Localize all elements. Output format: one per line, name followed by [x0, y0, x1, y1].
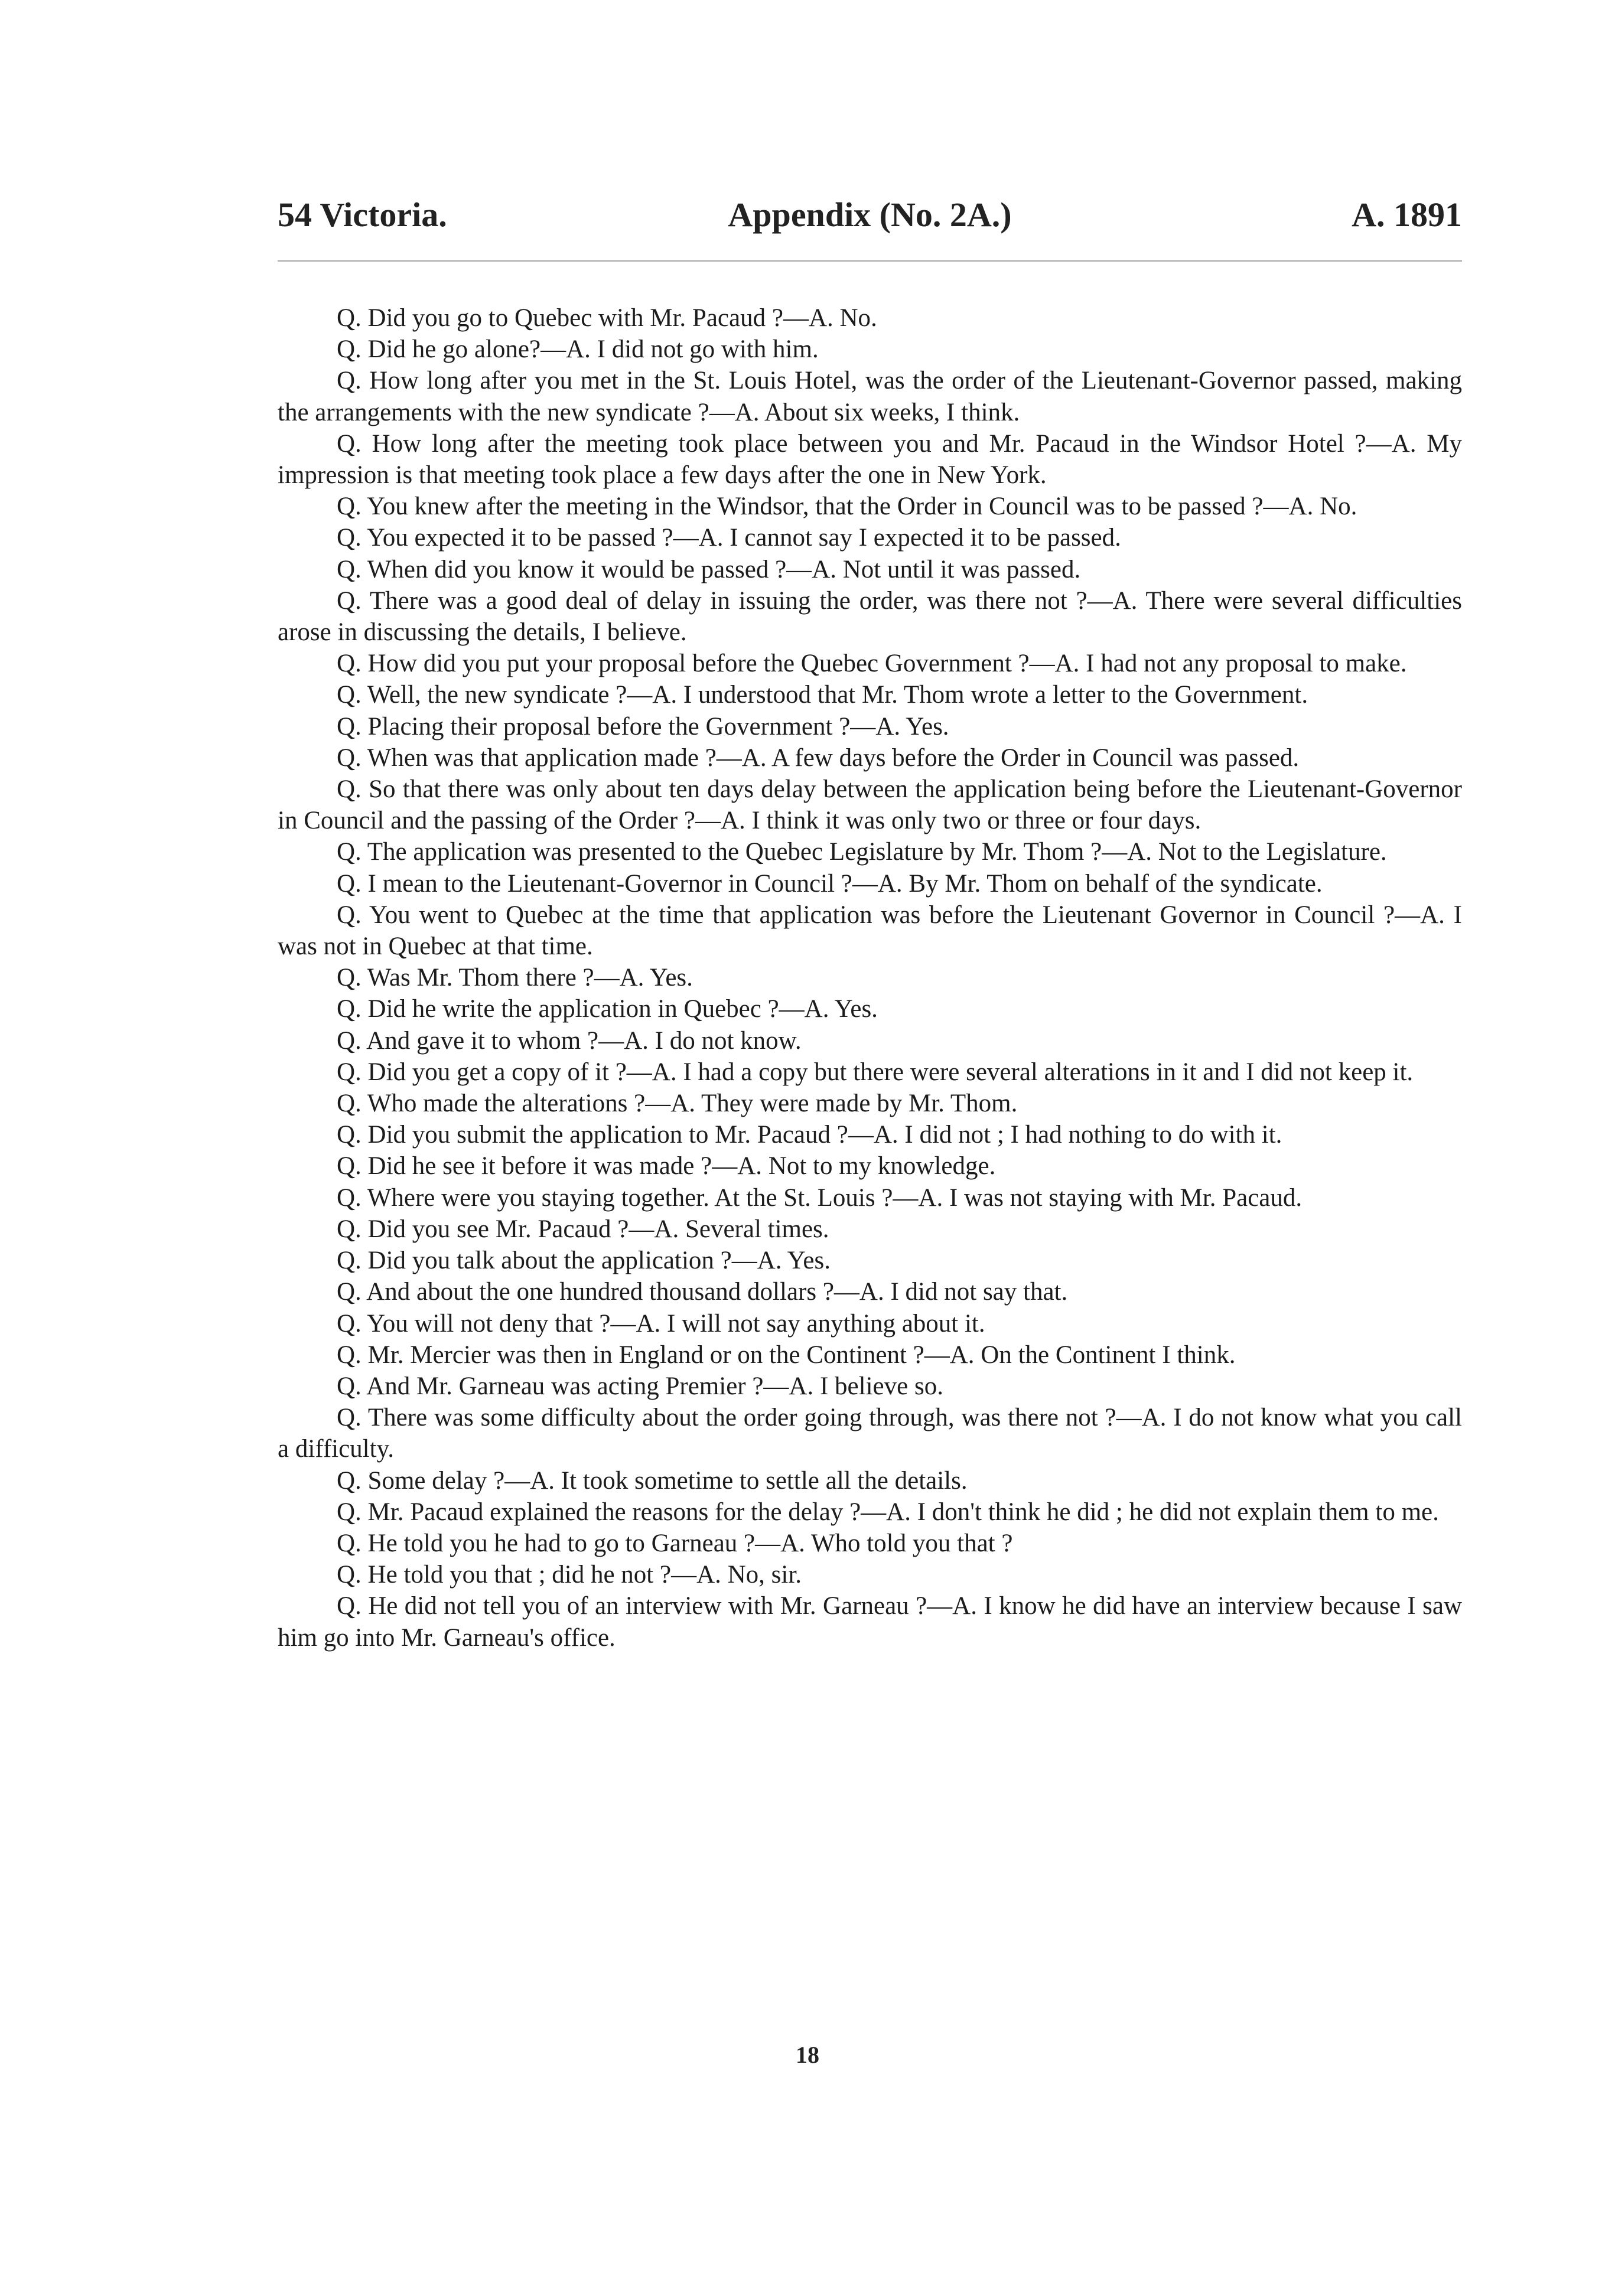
qa-paragraph: Q. How did you put your proposal before the Quebec Government ?—A. I had not any proposal to make.	[337, 650, 1407, 678]
header-rule	[278, 260, 1462, 262]
qa-paragraph: Q. And gave it to whom ?—A. I do not know.	[337, 1026, 802, 1055]
qa-paragraph: Q. Did you go to Quebec with Mr. Pacaud ?—A. No.	[337, 304, 877, 332]
qa-paragraph: Q. You knew after the meeting in the Windsor, that the Order in Council was to be passed ?—A. No.	[337, 493, 1357, 521]
qa-paragraph: Q. He told you he had to go to Garneau ?—A. Who told you that ?	[337, 1529, 1013, 1557]
qa-paragraph: Q. You will not deny that ?—A. I will not say anything about it.	[337, 1309, 985, 1338]
qa-paragraph: Q. There was a good deal of delay in issuing the order, was there not ?—A. There were several difficulties arose in discussing the details, I believe.	[278, 586, 1462, 647]
qa-paragraph: Q. You expected it to be passed ?—A. I cannot say I expected it to be passed.	[337, 524, 1121, 552]
page-number: 18	[796, 2041, 819, 2068]
qa-paragraph: Q. When did you know it would be passed ?—A. Not until it was passed.	[337, 555, 1081, 583]
qa-paragraph: Q. So that there was only about ten days delay between the application being before the Lieutenant-Governor in Council and the passing of the Order ?—A. I think it was only two or three or four days.	[278, 775, 1462, 835]
header-appendix: Appendix (No. 2A.)	[728, 195, 1012, 234]
header-year: A. 1891	[1352, 195, 1462, 234]
qa-paragraph: Q. How long after you met in the St. Louis Hotel, was the order of the Lieutenant-Governor passed, making the arrangements with the new syndicate ?—A. About six weeks, I think.	[278, 367, 1462, 426]
qa-paragraph: Q. Did you submit the application to Mr. Pacaud ?—A. I did not ; I had nothing to do with it.	[337, 1121, 1282, 1149]
qa-paragraph: Q. Did you talk about the application ?—A. Yes.	[337, 1247, 831, 1275]
qa-paragraph: Q. Was Mr. Thom there ?—A. Yes.	[337, 964, 693, 992]
qa-paragraph: Q. Placing their proposal before the Government ?—A. Yes.	[337, 712, 949, 741]
qa-paragraph: Q. Mr. Mercier was then in England or on the Continent ?—A. On the Continent I think.	[337, 1341, 1236, 1369]
qa-paragraph: Q. Where were you staying together. At the St. Louis ?—A. I was not staying with Mr. Pacaud.	[337, 1183, 1303, 1212]
qa-paragraph: Q. Did you get a copy of it ?—A. I had a copy but there were several alterations in it and I did not keep it.	[337, 1058, 1414, 1086]
qa-paragraph: Q. And Mr. Garneau was acting Premier ?—A. I believe so.	[337, 1372, 943, 1400]
qa-paragraph: Q. Who made the alterations ?—A. They were made by Mr. Thom.	[337, 1090, 1018, 1118]
qa-paragraph: Q. I mean to the Lieutenant-Governor in Council ?—A. By Mr. Thom on behalf of the syndicate.	[337, 869, 1323, 898]
running-header	[278, 195, 1462, 242]
qa-paragraph: Q. Did he write the application in Quebec ?—A. Yes.	[337, 995, 878, 1023]
qa-paragraph: Q. Did he go alone?—A. I did not go with him.	[337, 335, 819, 364]
qa-paragraph: Q. Did he see it before it was made ?—A. Not to my knowledge.	[337, 1152, 996, 1180]
qa-paragraph: Q. There was some difficulty about the order going through, was there not ?—A. I do not know what you call a difficulty.	[278, 1404, 1462, 1463]
qa-paragraph: Q. When was that application made ?—A. A few days before the Order in Council was passed.	[337, 743, 1300, 772]
testimony-body	[278, 302, 1462, 1653]
qa-paragraph: Q. The application was presented to the Quebec Legislature by Mr. Thom ?—A. Not to the Legislature.	[337, 838, 1387, 866]
header-session: 54 Victoria.	[278, 195, 447, 234]
qa-paragraph: Q. Well, the new syndicate ?—A. I understood that Mr. Thom wrote a letter to the Government.	[337, 681, 1308, 709]
qa-paragraph: Q. Mr. Pacaud explained the reasons for the delay ?—A. I don't think he did ; he did not explain them to me.	[337, 1498, 1439, 1526]
qa-paragraph: Q. How long after the meeting took place between you and Mr. Pacaud in the Windsor Hotel ?—A. My impression is that meeting took place a few days after the one in New York.	[278, 429, 1462, 490]
qa-paragraph: Q. Did you see Mr. Pacaud ?—A. Several times.	[337, 1215, 829, 1243]
qa-paragraph: Q. He did not tell you of an interview with Mr. Garneau ?—A. I know he did have an interview because I saw him go into Mr. Garneau's office.	[278, 1592, 1462, 1652]
qa-paragraph: Q. And about the one hundred thousand dollars ?—A. I did not say that.	[337, 1278, 1068, 1306]
qa-paragraph: Q. He told you that ; did he not ?—A. No, sir.	[337, 1561, 802, 1589]
qa-paragraph: Q. You went to Quebec at the time that application was before the Lieutenant Governor in Council ?—A. I was not in Quebec at that time.	[278, 901, 1462, 961]
qa-paragraph: Q. Some delay ?—A. It took sometime to settle all the details.	[337, 1466, 968, 1495]
